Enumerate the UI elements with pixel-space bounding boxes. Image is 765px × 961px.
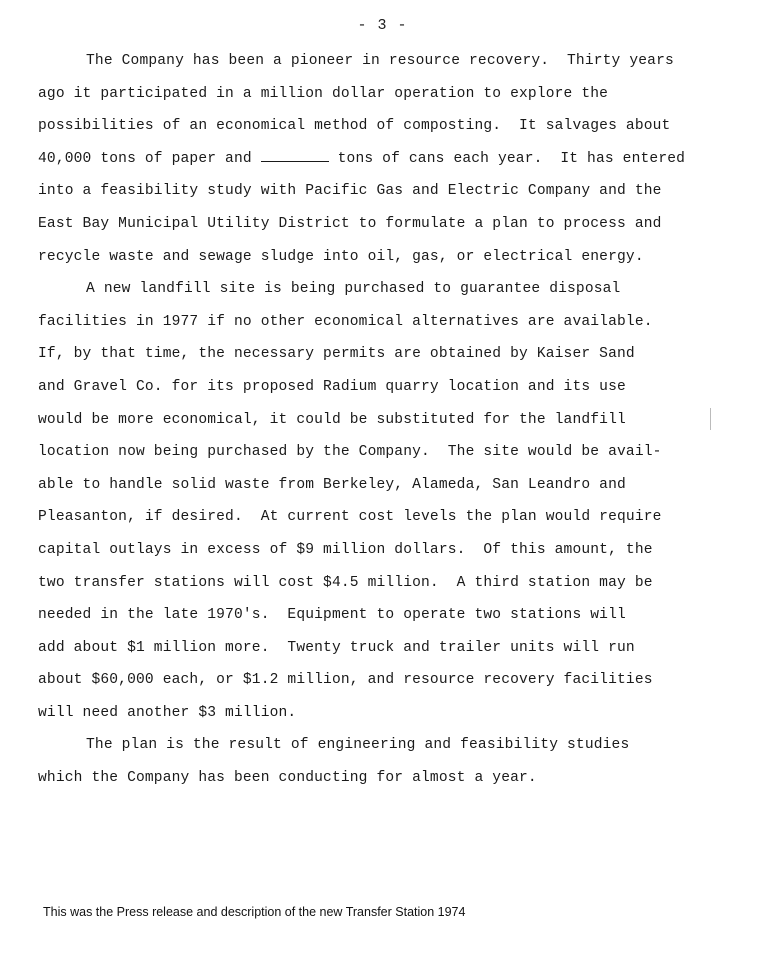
text-line: needed in the late 1970's. Equipment to operate two stations will — [38, 607, 626, 624]
paragraph-1 — [38, 45, 743, 273]
text-line: add about $1 million more. Twenty truck and trailer units will run — [38, 639, 635, 656]
text-line: possibilities of an economical method of composting. It salvages about — [38, 118, 671, 135]
text-line: would be more economical, it could be substituted for the landfill — [38, 411, 626, 428]
text-line: recycle waste and sewage sludge into oil, gas, or electrical energy. — [38, 248, 644, 265]
text-line-with-blank — [38, 143, 743, 176]
page-number: - 3 - — [357, 17, 408, 34]
paragraph-2 — [38, 273, 743, 729]
text-line-part: tons of cans each year. It has entered — [337, 150, 686, 167]
text-line: The plan is the result of engineering and feasibility studies — [86, 737, 630, 754]
paragraph-3 — [38, 729, 743, 794]
text-line: Pleasanton, if desired. At current cost levels the plan would require — [38, 509, 662, 526]
margin-pencil-mark — [710, 408, 711, 430]
text-line: ago it participated in a million dollar operation to explore the — [38, 85, 609, 102]
text-line: into a feasibility study with Pacific Gas and Electric Company and the — [38, 183, 662, 200]
text-line: which the Company has been conducting for almost a year. — [38, 770, 537, 787]
text-line: location now being purchased by the Company. The site would be avail- — [38, 444, 662, 461]
text-line: able to handle solid waste from Berkeley, Alameda, San Leandro and — [38, 476, 626, 493]
text-line: two transfer stations will cost $4.5 million. A third station may be — [38, 574, 653, 591]
text-line: The Company has been a pioneer in resource recovery. Thirty years — [86, 53, 674, 69]
text-line: will need another $3 million. — [38, 704, 297, 721]
text-line: facilities in 1977 if no other economical alternatives are available. — [38, 313, 653, 330]
caption: This was the Press release and description of the new Transfer Station 1974 — [43, 905, 466, 919]
text-line-part: 40,000 tons of paper and — [38, 150, 252, 167]
text-line: If, by that time, the necessary permits are obtained by Kaiser Sand — [38, 346, 635, 363]
text-line: and Gravel Co. for its proposed Radium quarry location and its use — [38, 378, 626, 395]
text-line: about $60,000 each, or $1.2 million, and resource recovery facilities — [38, 672, 653, 689]
text-line: A new landfill site is being purchased to guarantee disposal — [86, 281, 621, 298]
text-line: East Bay Municipal Utility District to formulate a plan to process and — [38, 215, 662, 232]
fill-in-blank — [261, 149, 329, 162]
text-line: capital outlays in excess of $9 million dollars. Of this amount, the — [38, 541, 653, 558]
press-release-body — [38, 45, 743, 795]
